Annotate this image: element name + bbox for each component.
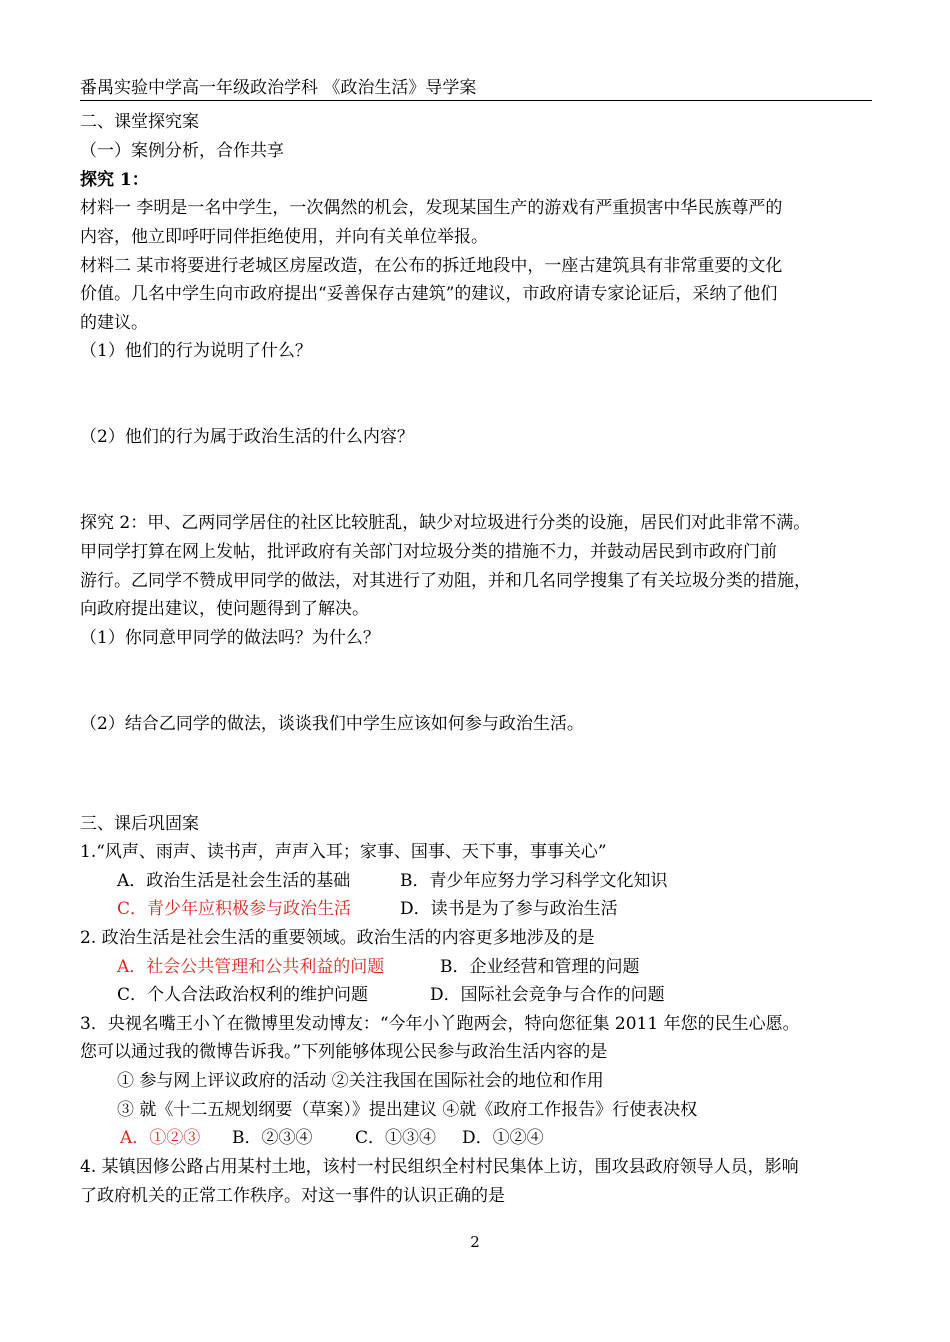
explore-1-label: 探究 1： — [80, 170, 149, 190]
page-header: 番禺实验中学高一年级政治学科 《政治生活》导学案 — [80, 76, 872, 101]
question-1-option-d: D．读书是为了参与政治生活 — [400, 899, 618, 919]
question-3-option-c: C．①③④ — [355, 1128, 437, 1148]
question-3-stem: 3．央视名嘴王小丫在微博里发动博友：“今年小丫跑两会，特向您征集 2011 年您的民生心愿。 — [80, 1014, 800, 1034]
question-1-option-b: B．青少年应努力学习科学文化知识 — [400, 871, 668, 891]
material-1-line: 内容，他立即呼吁同伴拒绝使用，并向有关单位举报。 — [80, 227, 488, 247]
question-3-items: ③ 就《十二五规划纲要（草案）》提出建议 ④就《政府工作报告》行使表决权 — [117, 1100, 698, 1120]
section-3-title: 三、课后巩固案 — [80, 814, 199, 834]
material-2-line: 价值。几名中学生向市政府提出“妥善保存古建筑”的建议，市政府请专家论证后，采纳了他们 — [80, 284, 778, 304]
explore-1-question-2: （2）他们的行为属于政治生活的什么内容？ — [80, 427, 414, 447]
section-2-subtitle: （一）案例分析，合作共享 — [80, 141, 284, 161]
question-1-option-a: A．政治生活是社会生活的基础 — [117, 871, 351, 891]
question-4-stem: 4. 某镇因修公路占用某村土地，该村一村民组织全村村民集体上访，围攻县政府领导人员，影响 — [80, 1157, 799, 1177]
section-2-title: 二、课堂探究案 — [80, 112, 199, 132]
question-1-option-c-answer: C．青少年应积极参与政治生活 — [117, 899, 352, 919]
material-2-line: 的建议。 — [80, 313, 148, 333]
question-3-option-b: B．②③④ — [232, 1128, 313, 1148]
question-3-stem: 您可以通过我的微博告诉我。”下列能够体现公民参与政治生活内容的是 — [80, 1042, 608, 1062]
material-1-line: 材料一 李明是一名中学生，一次偶然的机会，发现某国生产的游戏有严重损害中华民族尊严的 — [80, 198, 783, 218]
question-2-option-c: C．个人合法政治权利的维护问题 — [117, 985, 369, 1005]
question-3-option-a-answer: A．①②③ — [120, 1128, 201, 1148]
explore-2-question-1: （1）你同意甲同学的做法吗？为什么？ — [80, 628, 380, 648]
explore-2-line: 向政府提出建议，使问题得到了解决。 — [80, 599, 369, 619]
explore-2-line: 游行。乙同学不赞成甲同学的做法，对其进行了劝阻，并和几名同学搜集了有关垃圾分类的措施， — [80, 571, 811, 591]
question-2-option-b: B．企业经营和管理的问题 — [440, 957, 640, 977]
question-4-stem: 了政府机关的正常工作秩序。对这一事件的认识正确的是 — [80, 1186, 505, 1206]
question-3-items: ① 参与网上评议政府的活动 ②关注我国在国际社会的地位和作用 — [117, 1071, 604, 1091]
question-1-stem: 1.“风声、雨声、读书声，声声入耳；家事、国事、天下事，事事关心” — [80, 842, 607, 862]
material-2-line: 材料二 某市将要进行老城区房屋改造，在公布的拆迁地段中，一座古建筑具有非常重要的文化 — [80, 256, 783, 276]
question-2-option-d: D．国际社会竞争与合作的问题 — [430, 985, 665, 1005]
question-3-option-d: D．①②④ — [462, 1128, 544, 1148]
explore-2-line: 甲同学打算在网上发帖，批评政府有关部门对垃圾分类的措施不力，并鼓动居民到市政府门前 — [80, 542, 777, 562]
explore-2-line: 探究 2：甲、乙两同学居住的社区比较脏乱，缺少对垃圾进行分类的设施，居民们对此非常不满。 — [80, 513, 811, 533]
page-number: 2 — [470, 1233, 480, 1251]
question-2-option-a-answer: A．社会公共管理和公共利益的问题 — [117, 957, 385, 977]
question-2-stem: 2. 政治生活是社会生活的重要领域。政治生活的内容更多地涉及的是 — [80, 928, 595, 948]
explore-1-question-1: （1）他们的行为说明了什么？ — [80, 341, 312, 361]
explore-2-question-2: （2）结合乙同学的做法，谈谈我们中学生应该如何参与政治生活。 — [80, 714, 584, 734]
